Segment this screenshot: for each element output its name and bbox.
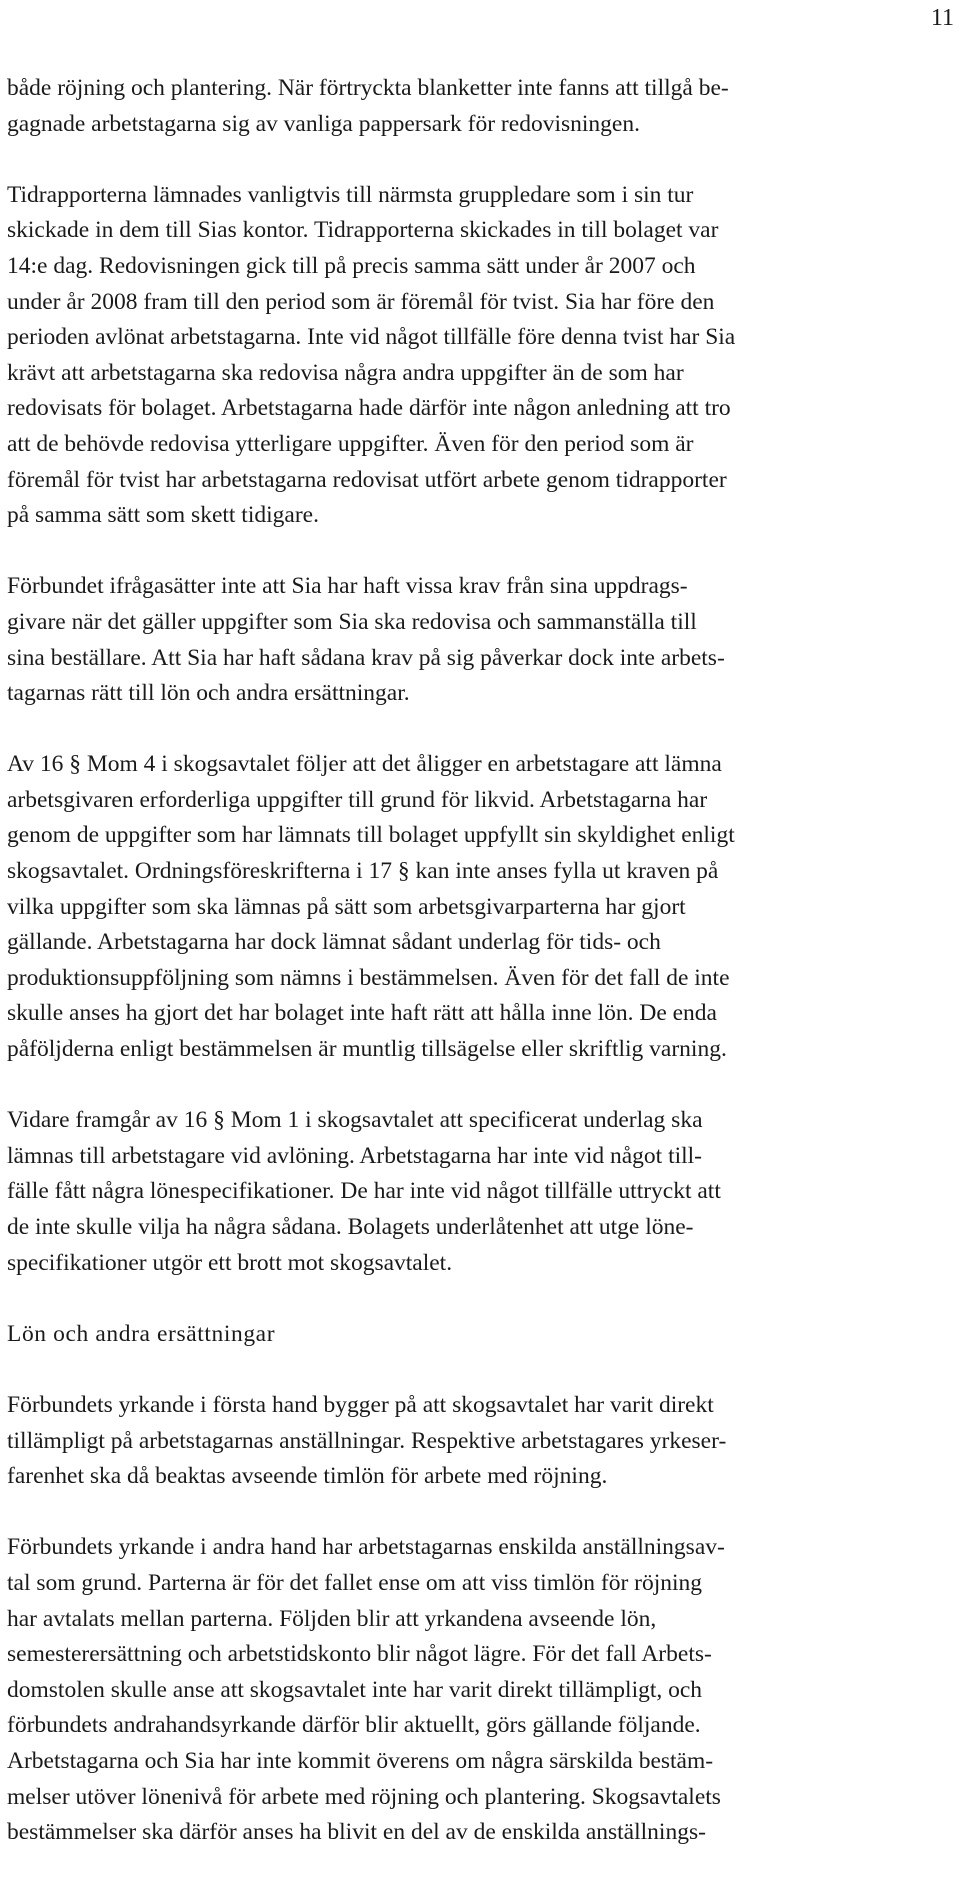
text-line: farenhet ska då beaktas avseende timlön för arbete med röjning. bbox=[7, 1463, 608, 1490]
text-line: tagarnas rätt till lön och andra ersättningar. bbox=[7, 680, 410, 707]
text-line: Vidare framgår av 16 § Mom 1 i skogsavtalet att specificerat underlag ska bbox=[7, 1107, 703, 1134]
text-line: specifikationer utgör ett brott mot skogsavtalet. bbox=[7, 1249, 453, 1276]
text-line: förbundets andrahandsyrkande därför blir aktuellt, görs gällande följande. bbox=[7, 1712, 701, 1739]
text-line: gällande. Arbetstagarna har dock lämnat sådant underlag för tids- och bbox=[7, 929, 661, 956]
text-line: givare när det gäller uppgifter som Sia ska redovisa och sammanställa till bbox=[7, 608, 697, 635]
text-line: bestämmelser ska därför anses ha blivit en del av de enskilda anställnings- bbox=[7, 1819, 706, 1846]
paragraph bbox=[7, 1103, 952, 1281]
text-line: har avtalats mellan parterna. Följden blir att yrkandena avseende lön, bbox=[7, 1605, 657, 1632]
section-heading: Lön och andra ersättningar bbox=[7, 1320, 276, 1347]
text-line: skulle anses ha gjort det har bolaget inte haft rätt att hålla inne lön. De enda bbox=[7, 1000, 717, 1027]
text-line: gagnade arbetstagarna sig av vanliga pappersark för redovisningen. bbox=[7, 110, 640, 137]
text-line: perioden avlönat arbetstagarna. Inte vid något tillfälle före denna tvist har Sia bbox=[7, 324, 736, 351]
text-line: Förbundet ifrågasätter inte att Sia har haft vissa krav från sina uppdrags- bbox=[7, 573, 688, 600]
paragraph bbox=[7, 747, 952, 1067]
text-line: domstolen skulle anse att skogsavtalet inte har varit direkt tillämpligt, och bbox=[7, 1676, 703, 1703]
paragraph bbox=[7, 1530, 952, 1850]
text-line: krävt att arbetstagarna ska redovisa några andra uppgifter än de som har bbox=[7, 359, 684, 386]
text-line: produktionsuppföljning som nämns i bestämmelsen. Även för det fall de inte bbox=[7, 964, 730, 991]
text-line: att de behövde redovisa ytterligare uppgifter. Även för den period som är bbox=[7, 430, 694, 457]
text-line: föremål för tvist har arbetstagarna redovisat utfört arbete genom tidrapporter bbox=[7, 466, 727, 493]
text-line: vilka uppgifter som ska lämnas på sätt som arbetsgivarparterna har gjort bbox=[7, 893, 686, 920]
text-line: 14:e dag. Redovisningen gick till på precis samma sätt under år 2007 och bbox=[7, 252, 696, 279]
text-line: melser utöver lönenivå för arbete med röjning och plantering. Skogsavtalets bbox=[7, 1783, 721, 1810]
text-line: under år 2008 fram till den period som är föremål för tvist. Sia har före den bbox=[7, 288, 715, 315]
text-line: de inte skulle vilja ha några sådana. Bolagets underlåtenhet att utge löne- bbox=[7, 1214, 694, 1240]
paragraph bbox=[7, 1388, 952, 1495]
text-line: lämnas till arbetstagare vid avlöning. Arbetstagarna har inte vid något till- bbox=[7, 1142, 703, 1169]
text-line: påföljderna enligt bestämmelsen är muntlig tillsägelse eller skriftlig varning. bbox=[7, 1036, 727, 1063]
text-line: tillämpligt på arbetstagarnas anställningar. Respektive arbetstagares yrkeser- bbox=[7, 1427, 727, 1454]
text-line: Förbundets yrkande i andra hand har arbetstagarnas enskilda anställningsav- bbox=[7, 1534, 725, 1561]
text-line: tal som grund. Parterna är för det fallet ense om att viss timlön för röjning bbox=[7, 1569, 703, 1596]
text-line: skickade in dem till Sias kontor. Tidrapporterna skickades in till bolaget var bbox=[7, 217, 719, 244]
document-body bbox=[7, 71, 952, 1886]
text-line: arbetsgivaren erforderliga uppgifter till grund för likvid. Arbetstagarna har bbox=[7, 786, 708, 813]
text-line: på samma sätt som skett tidigare. bbox=[7, 502, 319, 529]
text-line: Arbetstagarna och Sia har inte kommit överens om några särskilda bestäm- bbox=[7, 1747, 714, 1774]
text-line: semesterersättning och arbetstidskonto blir något lägre. För det fall Arbets- bbox=[7, 1641, 712, 1668]
text-line: Tidrapporterna lämnades vanligtvis till närmsta gruppledare som i sin tur bbox=[7, 181, 694, 208]
paragraph bbox=[7, 71, 952, 142]
text-line: redovisats för bolaget. Arbetstagarna hade därför inte någon anledning att tro bbox=[7, 395, 731, 422]
paragraph bbox=[7, 178, 952, 534]
text-line: genom de uppgifter som har lämnats till bolaget uppfyllt sin skyldighet enligt bbox=[7, 822, 735, 849]
text-line: skogsavtalet. Ordningsföreskrifterna i 17 § kan inte anses fylla ut kraven på bbox=[7, 858, 719, 885]
text-line: Förbundets yrkande i första hand bygger på att skogsavtalet har varit direkt bbox=[7, 1391, 714, 1418]
text-line: Av 16 § Mom 4 i skogsavtalet följer att det åligger en arbetstagare att lämna bbox=[7, 751, 722, 778]
text-line: både röjning och plantering. När förtryckta blanketter inte fanns att tillgå be- bbox=[7, 75, 729, 101]
page-number: 11 bbox=[930, 5, 954, 31]
text-line: fälle fått några lönespecifikationer. De har inte vid något tillfälle uttryckt att bbox=[7, 1178, 721, 1205]
paragraph bbox=[7, 569, 952, 711]
text-line: sina beställare. Att Sia har haft sådana krav på sig påverkar dock inte arbets- bbox=[7, 644, 725, 671]
